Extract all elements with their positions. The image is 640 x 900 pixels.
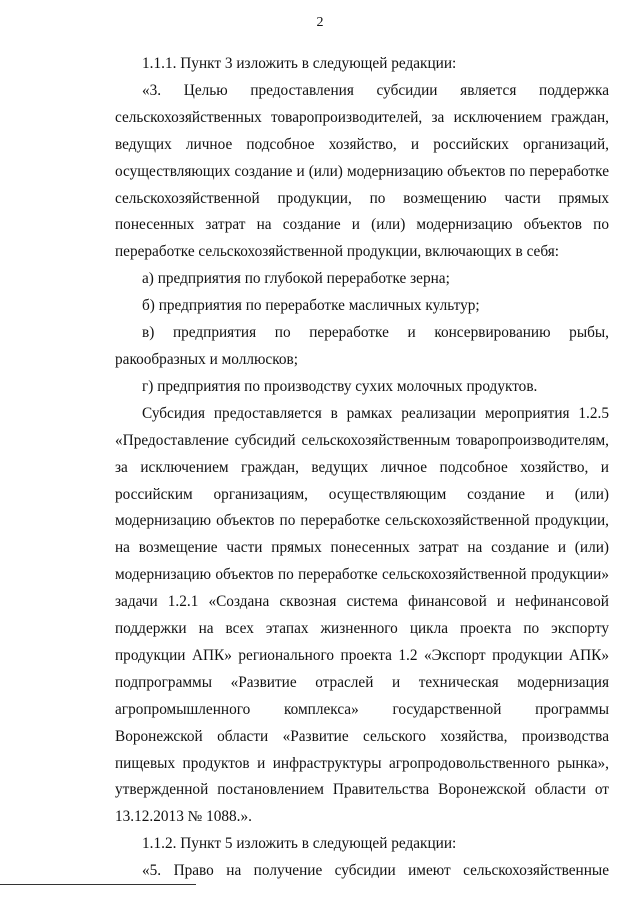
footnote-divider: [0, 884, 196, 885]
paragraph-subsidy: Субсидия предоставляется в рамках реализации мероприятия 1.2.5 «Предоставление субсидий сельскохозяйственным товаропроизводителям, за исключением граждан, ведущих личное подсобное хозяйство, и российским организациям, осуществляющим создание и (или) модернизацию объектов по переработке сельскохозяйственной продукции, на возмещение части прямых понесенных затрат на создание и (или) модернизацию объектов по переработке сельскохозяйственной продукции» задачи 1.2.1 «Создана сквозная система финансовой и нефинансовой поддержки на всех этапах жизненного цикла проекта по экспорту продукции АПК» регионального проекта 1.2 «Экспорт продукции АПК» подпрограммы «Развитие отраслей и техническая модернизация агропромышленного комплекса» государственной программы Воронежской области «Развитие сельского хозяйства, производства пищевых продуктов и инфраструктуры агропродовольственного рынка», утвержденной постановлением Правительства Воронежской области от 13.12.2013 № 1088.».: [115, 404, 609, 826]
list-item-g: г) предприятия по производству сухих молочных продуктов.: [142, 377, 538, 395]
list-item-a: а) предприятия по глубокой переработке зерна;: [142, 270, 450, 288]
paragraph-item-5: «5. Право на получение субсидии имеют сельскохозяйственные: [142, 862, 609, 880]
paragraph-item-3: «3. Целью предоставления субсидии является поддержка сельскохозяйственных товаропроизводителей, за исключением граждан, ведущих личное подсобное хозяйство, и российских организаций, осуществляющих создание и (или) модернизацию объектов по переработке сельскохозяйственной продукции, по возмещению части прямых понесенных затрат на создание и (или) модернизацию объектов по переработке сельскохозяйственной продукции, включающих в себя:: [115, 81, 609, 261]
list-item-b: б) предприятия по переработке масличных культур;: [142, 297, 480, 315]
list-item-v: в) предприятия по переработке и консервированию рыбы, ракообразных и моллюсков;: [115, 324, 609, 368]
page-number: 2: [316, 15, 324, 30]
document-body: [115, 51, 609, 885]
paragraph-clause-1-1-1: 1.1.1. Пункт 3 изложить в следующей редакции:: [142, 55, 457, 72]
paragraph-clause-1-1-2: 1.1.2. Пункт 5 изложить в следующей редакции:: [142, 835, 457, 853]
